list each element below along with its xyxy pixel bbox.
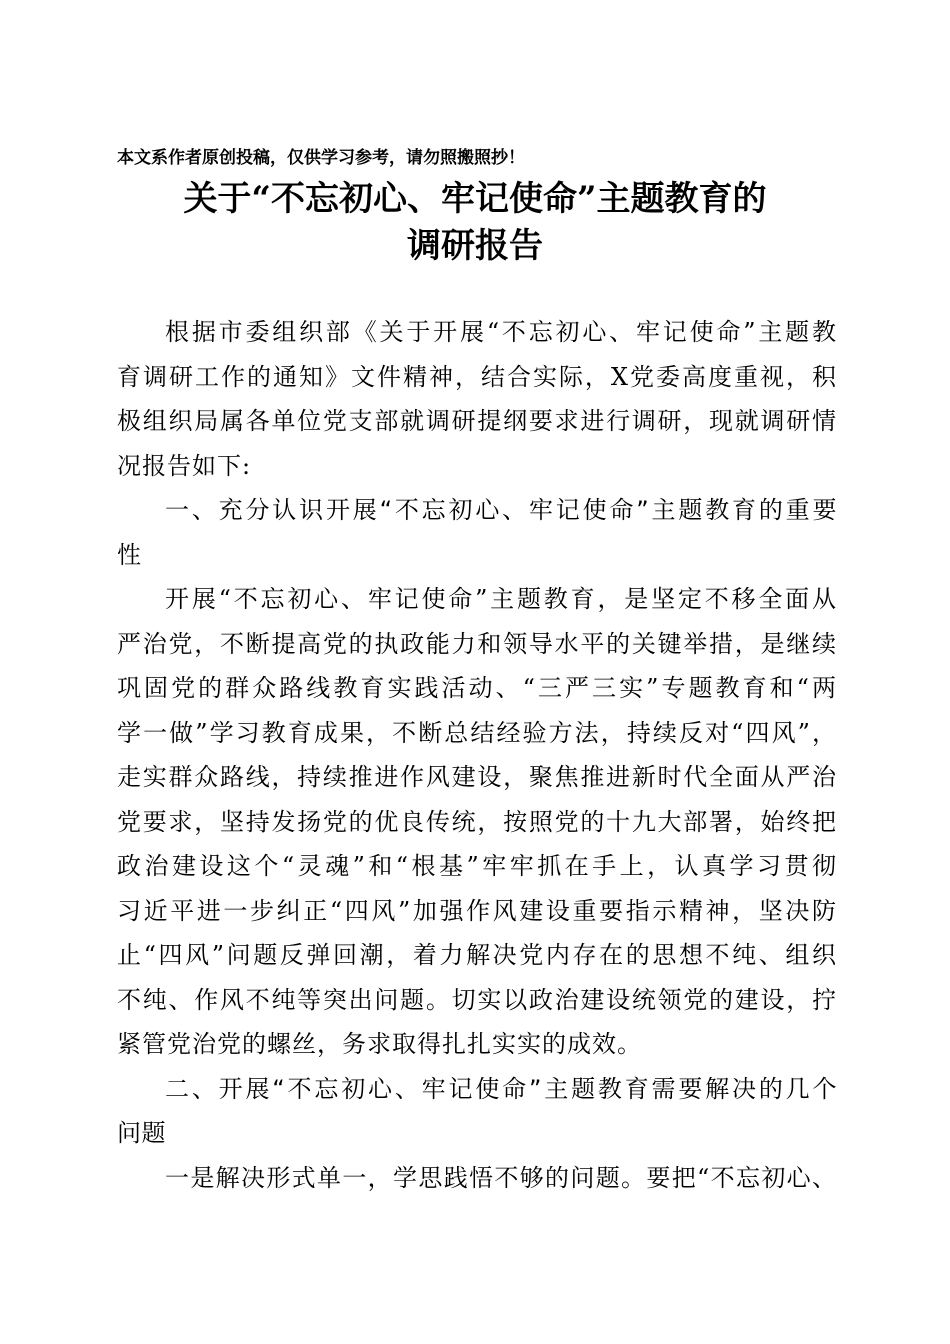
paragraph-line: 学一做”学习教育成果，不断总结经验方法，持续反对“四风”， bbox=[117, 719, 837, 747]
paragraph-line: 不纯、作风不纯等突出问题。切实以政治建设统领党的建设，拧 bbox=[117, 986, 837, 1014]
paragraph-line: 开展“不忘初心、牢记使命”主题教育，是坚定不移全面从 bbox=[165, 585, 837, 613]
paragraph-line: 况报告如下: bbox=[117, 452, 252, 480]
paragraph-line: 育调研工作的通知》文件精神，结合实际，X党委高度重视，积 bbox=[117, 363, 837, 391]
paragraph-line: 根据市委组织部《关于开展“不忘初心、牢记使命”主题教 bbox=[165, 318, 837, 346]
copyright-notice: 本文系作者原创投稿，仅供学习参考，请勿照搬照抄！ bbox=[117, 148, 525, 168]
paragraph-line: 习近平进一步纠正“四风”加强作风建设重要指示精神，坚决防 bbox=[117, 897, 837, 925]
paragraph-line: 政治建设这个“灵魂”和“根基”牢牢抓在手上，认真学习贯彻 bbox=[117, 852, 837, 880]
paragraph-line: 一是解决形式单一，学思践悟不够的问题。要把“不忘初心、 bbox=[165, 1164, 837, 1192]
paragraph-line: 止“四风”问题反弹回潮，着力解决党内存在的思想不纯、组织 bbox=[117, 941, 837, 969]
section-heading-line: 问题 bbox=[117, 1119, 166, 1147]
paragraph-line: 紧管党治党的螺丝，务求取得扎扎实实的成效。 bbox=[117, 1030, 642, 1058]
paragraph-line: 党要求，坚持发扬党的优良传统，按照党的十九大部署，始终把 bbox=[117, 808, 837, 836]
paragraph-line: 严治党，不断提高党的执政能力和领导水平的关键举措，是继续 bbox=[117, 630, 837, 658]
section-heading-line: 二、开展“不忘初心、牢记使命”主题教育需要解决的几个 bbox=[165, 1075, 837, 1103]
paragraph-line: 巩固党的群众路线教育实践活动、“三严三实”专题教育和“两 bbox=[117, 674, 837, 702]
title-line-2: 调研报告 bbox=[407, 226, 543, 266]
paragraph-line: 走实群众路线，持续推进作风建设，聚焦推进新时代全面从严治 bbox=[117, 763, 837, 791]
section-heading-line: 性 bbox=[117, 541, 142, 569]
section-heading-line: 一、充分认识开展“不忘初心、牢记使命”主题教育的重要 bbox=[165, 496, 837, 524]
title-line-1: 关于“不忘初心、牢记使命”主题教育的 bbox=[183, 179, 767, 219]
paragraph-line: 极组织局属各单位党支部就调研提纲要求进行调研，现就调研情 bbox=[117, 407, 837, 435]
